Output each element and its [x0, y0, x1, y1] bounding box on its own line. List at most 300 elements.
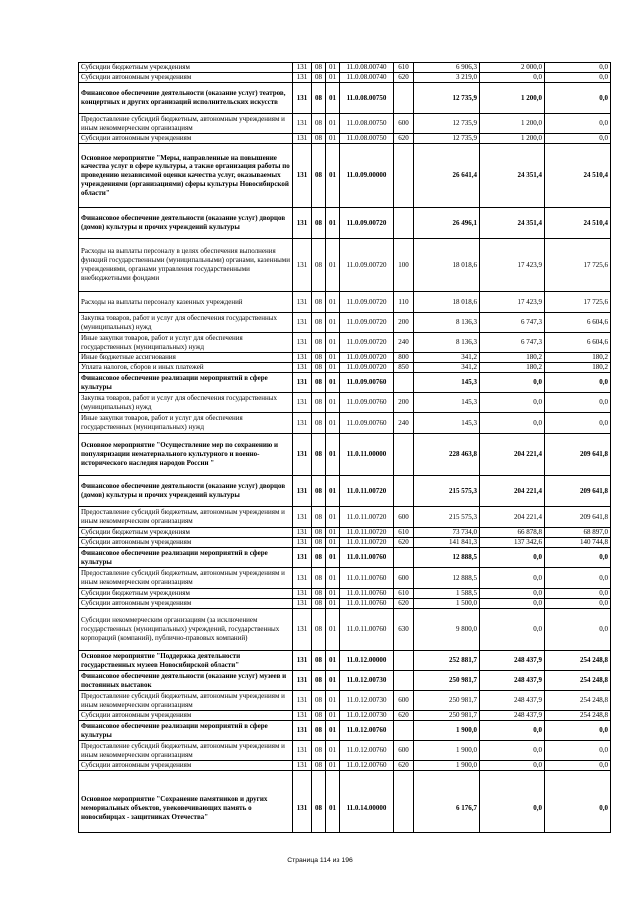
cell-amount-2: 0,0: [480, 393, 545, 413]
cell-section: 08: [312, 651, 326, 671]
cell-section: 08: [312, 114, 326, 134]
cell-amount-2: 6 747,3: [480, 333, 545, 353]
cell-grbs: 131: [293, 73, 312, 83]
cell-expense-type: 610: [394, 528, 414, 538]
table-row: [79, 691, 611, 711]
cell-target-article: 11.0.11.00720: [340, 507, 394, 528]
cell-grbs: 131: [293, 393, 312, 413]
cell-target-article: 11.0.12.00730: [340, 711, 394, 721]
cell-grbs: 131: [293, 476, 312, 507]
cell-amount-2: 1 200,0: [480, 83, 545, 114]
table-row: [79, 476, 611, 507]
cell-amount-3: 209 641,8: [545, 434, 611, 476]
table-row: [79, 651, 611, 671]
cell-subsection: 01: [326, 711, 340, 721]
cell-expense-type: 200: [394, 393, 414, 413]
cell-name: Иные бюджетные ассигнования: [79, 353, 293, 363]
cell-grbs: 131: [293, 208, 312, 239]
cell-grbs: 131: [293, 63, 312, 73]
cell-amount-1: 26 496,1: [414, 208, 480, 239]
cell-grbs: 131: [293, 538, 312, 548]
cell-section: 08: [312, 691, 326, 711]
cell-section: 08: [312, 761, 326, 771]
cell-amount-1: 215 575,3: [414, 476, 480, 507]
cell-subsection: 01: [326, 313, 340, 333]
cell-expense-type: 850: [394, 363, 414, 373]
cell-subsection: 01: [326, 144, 340, 208]
cell-amount-3: 0,0: [545, 373, 611, 393]
cell-section: 08: [312, 239, 326, 292]
cell-amount-3: 24 510,4: [545, 144, 611, 208]
cell-amount-1: 12 888,5: [414, 548, 480, 568]
cell-name: Основное мероприятие "Поддержка деятельности государственных музеев Новосибирской области": [79, 651, 293, 671]
cell-name: Финансовое обеспечение деятельности (оказание услуг) театров, концертных и других организаций исполнительских искусств: [79, 83, 293, 114]
cell-expense-type: [394, 476, 414, 507]
cell-grbs: 131: [293, 239, 312, 292]
cell-subsection: 01: [326, 434, 340, 476]
cell-grbs: 131: [293, 741, 312, 761]
table-row: [79, 741, 611, 761]
cell-expense-type: 600: [394, 507, 414, 528]
cell-subsection: 01: [326, 333, 340, 353]
cell-name: Финансовое обеспечение реализации мероприятий в сфере культуры: [79, 373, 293, 393]
cell-amount-3: 6 604,6: [545, 313, 611, 333]
cell-subsection: 01: [326, 599, 340, 609]
cell-subsection: 01: [326, 134, 340, 144]
cell-name: Уплата налогов, сборов и иных платежей: [79, 363, 293, 373]
cell-amount-2: 137 342,6: [480, 538, 545, 548]
cell-amount-3: 254 248,8: [545, 691, 611, 711]
cell-section: 08: [312, 741, 326, 761]
cell-name: Расходы на выплаты персоналу в целях обеспечения выполнения функций государственными (муниципальными) органами, казенными учреждениями, органами управления государственными внебюджетными фондами: [79, 239, 293, 292]
table-row: [79, 292, 611, 313]
cell-name: Предоставление субсидий бюджетным, автономным учреждениям и иным некоммерческим организациям: [79, 741, 293, 761]
cell-section: 08: [312, 711, 326, 721]
cell-amount-2: 17 423,9: [480, 239, 545, 292]
cell-amount-1: 73 734,0: [414, 528, 480, 538]
cell-amount-1: 145,3: [414, 373, 480, 393]
cell-amount-2: 0,0: [480, 741, 545, 761]
cell-amount-2: 0,0: [480, 373, 545, 393]
cell-name: Расходы на выплаты персоналу казенных учреждений: [79, 292, 293, 313]
cell-expense-type: 630: [394, 609, 414, 651]
cell-grbs: 131: [293, 599, 312, 609]
cell-expense-type: [394, 373, 414, 393]
cell-grbs: 131: [293, 313, 312, 333]
cell-amount-1: 252 881,7: [414, 651, 480, 671]
cell-name: Основное мероприятие "Осуществление мер по сохранению и популяризации нематериального культурного и военно-исторического наследия народов России ": [79, 434, 293, 476]
cell-target-article: 11.0.08.00740: [340, 63, 394, 73]
table-row: [79, 609, 611, 651]
table-row: [79, 413, 611, 434]
cell-amount-3: 0,0: [545, 741, 611, 761]
cell-amount-1: 250 981,7: [414, 691, 480, 711]
cell-amount-2: 0,0: [480, 589, 545, 599]
cell-subsection: 01: [326, 609, 340, 651]
table-row: [79, 373, 611, 393]
table-row: [79, 63, 611, 73]
cell-subsection: 01: [326, 538, 340, 548]
cell-expense-type: 620: [394, 599, 414, 609]
table-row: [79, 538, 611, 548]
cell-amount-1: 145,3: [414, 393, 480, 413]
cell-name: Субсидии бюджетным учреждениям: [79, 589, 293, 599]
cell-amount-1: 18 018,6: [414, 292, 480, 313]
cell-grbs: 131: [293, 691, 312, 711]
cell-subsection: 01: [326, 691, 340, 711]
cell-amount-1: 12 888,5: [414, 568, 480, 589]
cell-amount-3: 0,0: [545, 568, 611, 589]
cell-amount-2: 0,0: [480, 73, 545, 83]
cell-amount-3: 0,0: [545, 73, 611, 83]
cell-grbs: 131: [293, 651, 312, 671]
cell-subsection: 01: [326, 373, 340, 393]
cell-section: 08: [312, 476, 326, 507]
cell-section: 08: [312, 373, 326, 393]
cell-section: 08: [312, 83, 326, 114]
cell-name: Иные закупки товаров, работ и услуг для обеспечения государственных (муниципальных) нужд: [79, 333, 293, 353]
cell-amount-2: 0,0: [480, 609, 545, 651]
cell-expense-type: 620: [394, 761, 414, 771]
cell-name: Иные закупки товаров, работ и услуг для обеспечения государственных (муниципальных) нужд: [79, 413, 293, 434]
table-row: [79, 671, 611, 691]
cell-amount-2: 248 437,9: [480, 671, 545, 691]
cell-amount-1: 228 463,8: [414, 434, 480, 476]
cell-grbs: 131: [293, 548, 312, 568]
cell-subsection: 01: [326, 413, 340, 434]
cell-target-article: 11.0.09.00720: [340, 363, 394, 373]
table-row: [79, 721, 611, 741]
cell-target-article: 11.0.09.00760: [340, 393, 394, 413]
cell-subsection: 01: [326, 651, 340, 671]
cell-amount-3: 17 725,6: [545, 239, 611, 292]
cell-subsection: 01: [326, 771, 340, 833]
cell-section: 08: [312, 363, 326, 373]
cell-amount-3: 0,0: [545, 761, 611, 771]
budget-table: [78, 62, 611, 833]
cell-name: Субсидии автономным учреждениям: [79, 134, 293, 144]
cell-grbs: 131: [293, 568, 312, 589]
cell-grbs: 131: [293, 434, 312, 476]
cell-subsection: 01: [326, 476, 340, 507]
cell-target-article: 11.0.11.00760: [340, 599, 394, 609]
cell-amount-2: 0,0: [480, 761, 545, 771]
cell-amount-1: 250 981,7: [414, 711, 480, 721]
cell-expense-type: 600: [394, 568, 414, 589]
cell-amount-1: 18 018,6: [414, 239, 480, 292]
cell-grbs: 131: [293, 114, 312, 134]
cell-expense-type: 620: [394, 73, 414, 83]
cell-amount-1: 12 735,9: [414, 114, 480, 134]
cell-amount-3: 68 897,0: [545, 528, 611, 538]
cell-amount-2: 248 437,9: [480, 691, 545, 711]
cell-expense-type: 620: [394, 538, 414, 548]
cell-expense-type: 110: [394, 292, 414, 313]
cell-subsection: 01: [326, 393, 340, 413]
cell-amount-2: 0,0: [480, 771, 545, 833]
cell-section: 08: [312, 134, 326, 144]
cell-name: Закупка товаров, работ и услуг для обеспечения государственных (муниципальных) нужд: [79, 313, 293, 333]
cell-section: 08: [312, 63, 326, 73]
cell-name: Субсидии некоммерческим организациям (за исключением государственных (муниципальных) учреждений, государственных корпораций (компаний), публично-правовых компаний): [79, 609, 293, 651]
cell-section: 08: [312, 589, 326, 599]
cell-amount-2: 2 000,0: [480, 63, 545, 73]
cell-amount-2: 1 200,0: [480, 114, 545, 134]
cell-amount-1: 1 500,0: [414, 599, 480, 609]
cell-amount-3: 0,0: [545, 413, 611, 434]
cell-target-article: 11.0.09.00720: [340, 239, 394, 292]
cell-grbs: 131: [293, 292, 312, 313]
cell-expense-type: [394, 671, 414, 691]
cell-target-article: 11.0.11.00720: [340, 476, 394, 507]
cell-target-article: 11.0.11.00760: [340, 609, 394, 651]
cell-subsection: 01: [326, 528, 340, 538]
cell-target-article: 11.0.11.00760: [340, 548, 394, 568]
cell-expense-type: [394, 721, 414, 741]
budget-table-body: [79, 63, 611, 833]
cell-target-article: 11.0.09.00000: [340, 144, 394, 208]
cell-section: 08: [312, 208, 326, 239]
cell-subsection: 01: [326, 353, 340, 363]
cell-amount-1: 6 176,7: [414, 771, 480, 833]
cell-subsection: 01: [326, 363, 340, 373]
cell-amount-3: 0,0: [545, 721, 611, 741]
cell-target-article: 11.0.11.00760: [340, 568, 394, 589]
cell-amount-1: 6 906,3: [414, 63, 480, 73]
cell-amount-2: 180,2: [480, 353, 545, 363]
cell-section: 08: [312, 507, 326, 528]
cell-amount-1: 8 136,3: [414, 313, 480, 333]
table-row: [79, 208, 611, 239]
cell-amount-3: 0,0: [545, 548, 611, 568]
cell-target-article: 11.0.08.00750: [340, 134, 394, 144]
cell-amount-1: 145,3: [414, 413, 480, 434]
cell-amount-2: 1 200,0: [480, 134, 545, 144]
cell-amount-3: 0,0: [545, 83, 611, 114]
cell-amount-3: 140 744,8: [545, 538, 611, 548]
cell-expense-type: [394, 83, 414, 114]
cell-grbs: 131: [293, 144, 312, 208]
cell-name: Финансовое обеспечение реализации мероприятий в сфере культуры: [79, 721, 293, 741]
cell-amount-1: 12 735,9: [414, 134, 480, 144]
cell-subsection: 01: [326, 741, 340, 761]
cell-amount-2: 204 221,4: [480, 476, 545, 507]
cell-subsection: 01: [326, 239, 340, 292]
cell-amount-2: 248 437,9: [480, 651, 545, 671]
table-row: [79, 144, 611, 208]
table-row: [79, 134, 611, 144]
cell-amount-3: 254 248,8: [545, 671, 611, 691]
cell-name: Финансовое обеспечение деятельности (оказание услуг) музеев и постоянных выставок: [79, 671, 293, 691]
cell-expense-type: 620: [394, 134, 414, 144]
cell-target-article: 11.0.11.00720: [340, 538, 394, 548]
cell-amount-3: 0,0: [545, 609, 611, 651]
cell-grbs: 131: [293, 507, 312, 528]
cell-amount-2: 0,0: [480, 721, 545, 741]
cell-target-article: 11.0.09.00720: [340, 333, 394, 353]
cell-name: Финансовое обеспечение деятельности (оказание услуг) дворцов (домов) культуры и прочих учреждений культуры: [79, 476, 293, 507]
cell-amount-1: 1 900,0: [414, 721, 480, 741]
table-row: [79, 568, 611, 589]
cell-amount-3: 254 248,8: [545, 711, 611, 721]
cell-section: 08: [312, 413, 326, 434]
cell-section: 08: [312, 333, 326, 353]
cell-name: Предоставление субсидий бюджетным, автономным учреждениям и иным некоммерческим организациям: [79, 568, 293, 589]
cell-expense-type: 240: [394, 413, 414, 434]
table-row: [79, 393, 611, 413]
cell-amount-1: 1 900,0: [414, 761, 480, 771]
cell-name: Субсидии автономным учреждениям: [79, 599, 293, 609]
cell-section: 08: [312, 353, 326, 363]
cell-amount-2: 0,0: [480, 568, 545, 589]
cell-expense-type: [394, 651, 414, 671]
cell-expense-type: 240: [394, 333, 414, 353]
cell-name: Предоставление субсидий бюджетным, автономным учреждениям и иным некоммерческим организациям: [79, 114, 293, 134]
cell-amount-2: 0,0: [480, 548, 545, 568]
cell-expense-type: 600: [394, 691, 414, 711]
cell-target-article: 11.0.11.00760: [340, 589, 394, 599]
cell-amount-3: 24 510,4: [545, 208, 611, 239]
table-row: [79, 83, 611, 114]
cell-grbs: 131: [293, 528, 312, 538]
cell-name: Основное мероприятие "Сохранение памятников и других мемориальных объектов, увековечивающих память о новосибирцах - защитниках Отечества": [79, 771, 293, 833]
cell-amount-2: 180,2: [480, 363, 545, 373]
cell-amount-2: 248 437,9: [480, 711, 545, 721]
table-row: [79, 114, 611, 134]
cell-amount-1: 341,2: [414, 363, 480, 373]
cell-name: Субсидии бюджетным учреждениям: [79, 528, 293, 538]
cell-subsection: 01: [326, 114, 340, 134]
cell-target-article: 11.0.12.00730: [340, 691, 394, 711]
cell-target-article: 11.0.08.00740: [340, 73, 394, 83]
table-row: [79, 313, 611, 333]
cell-subsection: 01: [326, 568, 340, 589]
cell-target-article: 11.0.09.00720: [340, 292, 394, 313]
table-row: [79, 363, 611, 373]
cell-grbs: 131: [293, 134, 312, 144]
cell-amount-1: 9 800,0: [414, 609, 480, 651]
cell-grbs: 131: [293, 333, 312, 353]
cell-section: 08: [312, 144, 326, 208]
cell-name: Субсидии автономным учреждениям: [79, 73, 293, 83]
cell-amount-2: 0,0: [480, 413, 545, 434]
cell-subsection: 01: [326, 671, 340, 691]
budget-table-region: [78, 62, 610, 833]
cell-subsection: 01: [326, 761, 340, 771]
cell-section: 08: [312, 292, 326, 313]
cell-amount-3: 0,0: [545, 589, 611, 599]
cell-amount-2: 0,0: [480, 599, 545, 609]
table-row: [79, 528, 611, 538]
cell-amount-1: 215 575,3: [414, 507, 480, 528]
cell-subsection: 01: [326, 721, 340, 741]
cell-target-article: 11.0.08.00750: [340, 114, 394, 134]
cell-amount-2: 204 221,4: [480, 434, 545, 476]
cell-subsection: 01: [326, 73, 340, 83]
cell-grbs: 131: [293, 609, 312, 651]
cell-name: Предоставление субсидий бюджетным, автономным учреждениям и иным некоммерческим организациям: [79, 507, 293, 528]
cell-grbs: 131: [293, 83, 312, 114]
cell-section: 08: [312, 671, 326, 691]
cell-grbs: 131: [293, 711, 312, 721]
cell-section: 08: [312, 548, 326, 568]
cell-subsection: 01: [326, 292, 340, 313]
table-row: [79, 548, 611, 568]
cell-expense-type: 100: [394, 239, 414, 292]
cell-target-article: 11.0.12.00730: [340, 671, 394, 691]
table-row: [79, 73, 611, 83]
cell-grbs: 131: [293, 721, 312, 741]
cell-grbs: 131: [293, 353, 312, 363]
table-row: [79, 507, 611, 528]
cell-amount-3: 17 725,6: [545, 292, 611, 313]
cell-amount-3: 0,0: [545, 114, 611, 134]
cell-target-article: 11.0.12.00000: [340, 651, 394, 671]
cell-target-article: 11.0.12.00760: [340, 761, 394, 771]
table-row: [79, 353, 611, 363]
table-row: [79, 333, 611, 353]
page-footer: Страница 114 из 196: [287, 857, 353, 864]
cell-subsection: 01: [326, 507, 340, 528]
table-row: [79, 761, 611, 771]
cell-amount-2: 24 351,4: [480, 208, 545, 239]
cell-expense-type: 610: [394, 63, 414, 73]
table-row: [79, 771, 611, 833]
cell-expense-type: [394, 434, 414, 476]
cell-name: Субсидии бюджетным учреждениям: [79, 63, 293, 73]
cell-subsection: 01: [326, 589, 340, 599]
cell-amount-1: 341,2: [414, 353, 480, 363]
table-row: [79, 239, 611, 292]
cell-amount-1: 12 735,9: [414, 83, 480, 114]
cell-target-article: 11.0.09.00720: [340, 313, 394, 333]
cell-amount-3: 0,0: [545, 771, 611, 833]
cell-target-article: 11.0.09.00720: [340, 208, 394, 239]
cell-grbs: 131: [293, 413, 312, 434]
cell-section: 08: [312, 313, 326, 333]
cell-target-article: 11.0.09.00760: [340, 373, 394, 393]
cell-section: 08: [312, 609, 326, 651]
cell-amount-2: 66 878,8: [480, 528, 545, 538]
cell-expense-type: 200: [394, 313, 414, 333]
cell-target-article: 11.0.08.00750: [340, 83, 394, 114]
cell-section: 08: [312, 599, 326, 609]
cell-name: Финансовое обеспечение деятельности (оказание услуг) дворцов (домов) культуры и прочих учреждений культуры: [79, 208, 293, 239]
cell-amount-1: 1 588,5: [414, 589, 480, 599]
cell-expense-type: [394, 548, 414, 568]
cell-subsection: 01: [326, 83, 340, 114]
cell-section: 08: [312, 721, 326, 741]
cell-expense-type: 600: [394, 114, 414, 134]
table-row: [79, 589, 611, 599]
cell-target-article: 11.0.12.00760: [340, 721, 394, 741]
cell-target-article: 11.0.12.00760: [340, 741, 394, 761]
cell-grbs: 131: [293, 671, 312, 691]
cell-grbs: 131: [293, 373, 312, 393]
cell-amount-1: 250 981,7: [414, 671, 480, 691]
cell-amount-1: 3 219,0: [414, 73, 480, 83]
cell-amount-3: 6 604,6: [545, 333, 611, 353]
cell-amount-1: 1 900,0: [414, 741, 480, 761]
cell-target-article: 11.0.14.00000: [340, 771, 394, 833]
cell-name: Субсидии автономным учреждениям: [79, 761, 293, 771]
cell-subsection: 01: [326, 548, 340, 568]
cell-section: 08: [312, 73, 326, 83]
cell-grbs: 131: [293, 589, 312, 599]
cell-section: 08: [312, 393, 326, 413]
cell-amount-3: 209 641,8: [545, 476, 611, 507]
cell-grbs: 131: [293, 761, 312, 771]
